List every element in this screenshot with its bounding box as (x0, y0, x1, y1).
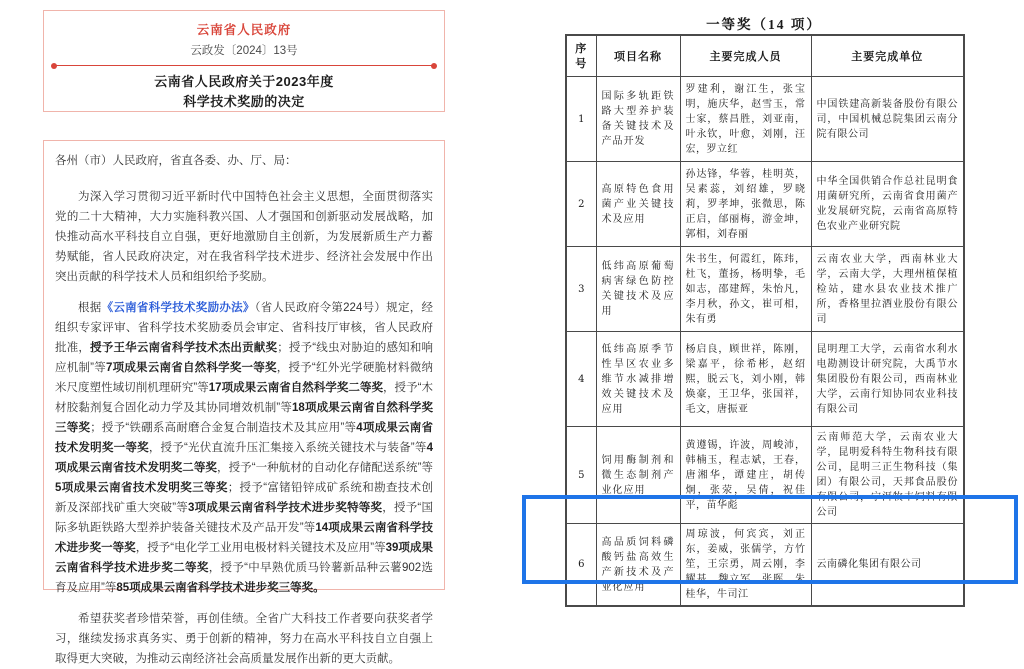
cell-main-personnel: 孙达锋，华蓉，桂明英，吴素蕊，刘绍雄，罗晓莉，罗孝坤，张微思，陈正启，邰丽梅，游金坤，郭相，刘春丽 (680, 162, 811, 247)
text-segment: 授予王华云南省科学技术杰出贡献奖 (90, 342, 278, 354)
paragraph-2 (55, 298, 433, 598)
text-segment: ，授予“红外光学硬脆材料微纳米尺度塑性域切削机理研究”等 (55, 362, 434, 394)
document-title-line1: 云南省人民政府关于2023年度 (154, 74, 334, 89)
table-row (566, 247, 964, 332)
text-segment: ；授予“线虫对胁迫的感知和响应机制”等 (55, 342, 434, 374)
table-row (566, 162, 964, 247)
text-segment: ，授予“光伏直流升压汇集接入系统关键技术与装备”等 (148, 442, 427, 454)
text-segment: ，授予“木材胶黏剂复合固化动力学及其协同增效机制”等 (55, 382, 433, 414)
document-header-card (43, 10, 445, 112)
table-row (566, 332, 964, 427)
text-segment: 14项成果云南省科学技术进步奖一等奖 (55, 522, 434, 554)
document-title-line2: 科学技术奖励的决定 (183, 94, 305, 109)
cell-project-name: 高原特色食用菌产业关键技术及应用 (596, 162, 680, 247)
cell-main-organizations: 云南师范大学，云南农业大学，昆明爱科特生物科技有限公司，昆明三正生物科技（集团）有限公司，天邦食品股份有限公司，宁洱牧丰饲料有限公司 (811, 427, 964, 524)
cell-serial-number: 2 (566, 162, 596, 247)
column-header-project: 项目名称 (596, 35, 680, 77)
cell-main-personnel: 罗建利，谢江生，张宝明，施庆华，赵雪玉，常士家，蔡昌胜，刘亚南，叶永钦，叶愈，刘刚，汪宏，罗立红 (680, 77, 811, 162)
text-segment: （省人民政府令第224号）规定，经组织专家评审、省科学技术奖励委员会审定、省科技厅审核，省人民政府批准， (55, 302, 434, 354)
cell-project-name: 高品质饲料磷酸钙盐高效生产新技术及产业化应用 (596, 524, 680, 607)
text-segment: 17项成果云南省自然科学奖二等奖 (208, 382, 384, 394)
cell-serial-number: 6 (566, 524, 596, 607)
cell-main-personnel: 朱书生，何霞红，陈玮，杜飞，董扬，杨明挚，毛如志，邵建辉，朱怡凡，李月秋，孙文，崔可相，朱有勇 (680, 247, 811, 332)
cell-main-personnel: 黄遵锡，许波，周峻沛，韩楠玉，程志斌，王春，唐湘华，谭建庄，胡传炯，张荥，吴倩，祝佳平，苗华彪 (680, 427, 811, 524)
text-segment: ；授予“铁硼系高耐磨合金复合制造技术及其应用”等 (90, 422, 357, 434)
column-header-orgs: 主要完成单位 (811, 35, 964, 77)
document-number: 云政发〔2024〕13号 (190, 45, 298, 57)
cell-main-personnel: 杨启良，顾世祥，陈刚，梁嘉平，徐希彬，赵绍熙，脱云飞，刘小刚，韩焕豪，王卫华，张国祥，毛文，唐振亚 (680, 332, 811, 427)
text-segment: ，授予“中早熟优质马铃薯新品种云薯902选育及应用”等 (55, 562, 433, 594)
text-segment: 18项成果云南省自然科学奖三等奖 (55, 402, 433, 434)
table-row (566, 427, 964, 524)
text-segment: 4项成果云南省技术发明奖二等奖 (55, 442, 433, 474)
cell-serial-number: 5 (566, 427, 596, 524)
table-row (566, 524, 964, 607)
awards-table (565, 34, 965, 607)
text-segment: 4项成果云南省技术发明奖一等奖 (55, 422, 433, 454)
cell-serial-number: 4 (566, 332, 596, 427)
cell-project-name: 低纬高原葡萄病害绿色防控关键技术及应用 (596, 247, 680, 332)
cell-main-organizations: 中华全国供销合作总社昆明食用菌研究所，云南省食用菌产业发展研究院，云南省高原特色农业产业研究院 (811, 162, 964, 247)
cell-serial-number: 3 (566, 247, 596, 332)
text-segment: 根据 (78, 302, 102, 314)
cell-main-organizations: 云南磷化集团有限公司 (811, 524, 964, 607)
table-title: 一等奖（14 项） (706, 17, 822, 32)
paragraph-1 (55, 187, 433, 287)
paragraph-3 (55, 609, 433, 669)
text-segment: ，授予“电化学工业用电极材料关键技术及应用”等 (135, 542, 386, 554)
cell-main-organizations: 中国铁建高新装备股份有限公司，中国机械总院集团云南分院有限公司 (811, 77, 964, 162)
header-divider (52, 65, 436, 66)
document-body-card (43, 140, 445, 665)
table-row (566, 77, 964, 162)
text-segment: ，授予“一种航材的自动化存储配送系统”等 (217, 462, 433, 474)
cell-main-organizations: 昆明理工大学，云南省水利水电勘测设计研究院，大禹节水集团股份有限公司，西南林业大学，云南行知协同农业科技有限公司 (811, 332, 964, 427)
issuing-org: 云南省人民政府 (196, 23, 292, 37)
text-segment: ，授予“国际多轨距铁路大型养护装备关键技术及产品开发”等 (55, 502, 433, 534)
column-header-people: 主要完成人员 (680, 35, 811, 77)
text-segment: 3项成果云南省科学技术进步奖特等奖 (188, 502, 383, 514)
text-segment: 为深入学习贯彻习近平新时代中国特色社会主义思想，全面贯彻落实党的二十大精神，大力实施科教兴国、人才强国和创新驱动发展战略，加快推动高水平科技自立自强，更好地激励自主创新，为发展新质生产力蓄势赋能，省人民政府决定，对在我省科学技术进步、经济社会发展中作出突出贡献的科学技术人员和组织给予奖励。 (55, 191, 433, 283)
cell-main-organizations: 云南农业大学，西南林业大学，云南大学，大理州植保植检站，建水县农业技术推广所，香格里拉酒业股份有限公司 (811, 247, 964, 332)
cell-project-name: 低纬高原季节性旱区农业多维节水减排增效关键技术及应用 (596, 332, 680, 427)
salutation: 各州（市）人民政府，省直各委、办、厅、局： (55, 155, 297, 167)
regulation-link[interactable]: 《云南省科学技术奖励办法》 (101, 302, 255, 314)
column-header-no: 序号 (566, 35, 596, 77)
cell-serial-number: 1 (566, 77, 596, 162)
text-segment: 希望获奖者珍惜荣誉，再创佳绩。全省广大科技工作者要向获奖者学习，继续发扬求真务实、勇于创新的精神，努力在高水平科技自立自强上取得更大突破，为推动云南经济社会高质量发展作出新的更大贡献。 (55, 613, 433, 665)
cell-project-name: 国际多轨距铁路大型养护装备关键技术及产品开发 (596, 77, 680, 162)
text-segment: 39项成果云南省科学技术进步奖二等奖 (55, 542, 433, 574)
table-header-row (566, 35, 964, 77)
cell-main-personnel: 周琼波，何宾宾，刘正东，姜威，张儒学，方竹笙，王宗勇，周云刚，李耀基，魏立军，张晖，朱桂华，牛司江 (680, 524, 811, 607)
text-segment: 85项成果云南省科学技术进步奖三等奖。 (116, 582, 325, 594)
text-segment: ；授予“富锗铅锌成矿系统和勘查技术创新及深部找矿重大突破”等 (55, 482, 433, 514)
cell-project-name: 饲用酶制剂和微生态制剂产业化应用 (596, 427, 680, 524)
text-segment: 7项成果云南省自然科学奖一等奖 (105, 362, 277, 374)
text-segment: 5项成果云南省技术发明奖三等奖 (55, 482, 228, 494)
